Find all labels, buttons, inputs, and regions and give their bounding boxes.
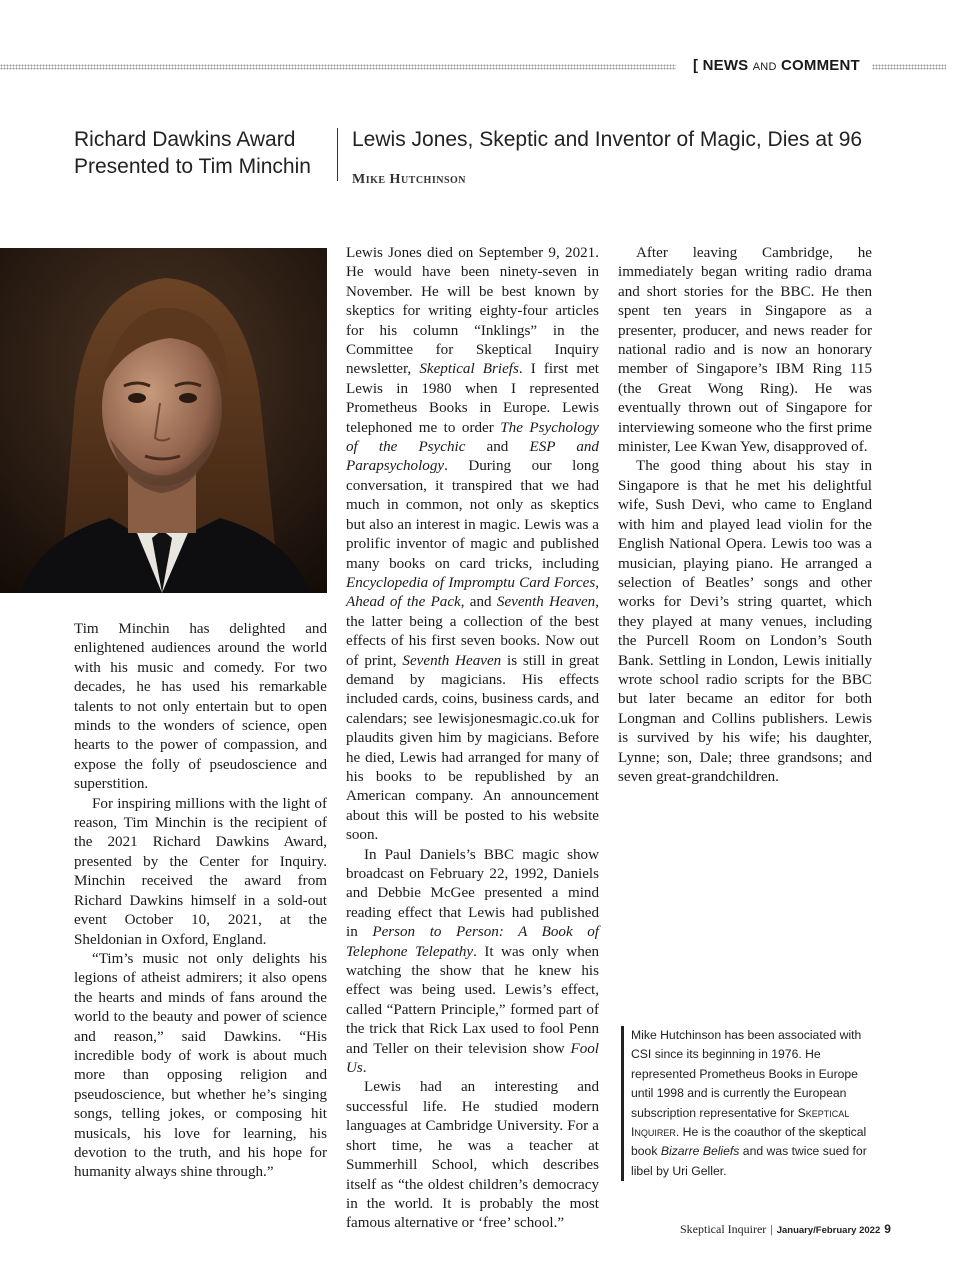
author-bio: Mike Hutchinson has been associated with CSI since its beginning in 1976. He represented Prometheus Books in Europe until 1998 and is currently the European subscription representative for Skeptical Inquirer. He is the coauthor of the skeptical book Bizarre Beliefs and was twice sued for libel by Uri Geller. (621, 1026, 881, 1181)
section-tag: [ NEWS AND COMMENT (693, 57, 860, 74)
paragraph-5: The good thing about his stay in Singapore is that he met his delightful wife, Sush Devi, who came to England with him and played lead violin for the English National Opera. Lewis too was a musician, playing piano. He arranged a selection of Beatles’ songs and other works for Devi’s string quartet, which they played at many venues, including the Purcell Room on London’s South Bank. Settling in London, Lewis initially wrote school radio scripts for the BBC but later became an editor for both Longman and Collins publishers. Lewis is survived by his wife; his daughter, Lynne; son, Dale; three grandsons; and seven great-grandchildren. (618, 458, 872, 785)
paragraph-1: Lewis Jones died on September 9, 2021. He would have been ninety-seven in November. He will be best known by skeptics for writing eighty-four articles for his column “Inklings” in the Committee for Skeptical Inquiry newsletter, Skeptical Briefs. I first met Lewis in 1980 when I represented Prometheus Books in Europe. Lewis telephoned me to order The Psychology of the Psychic and ESP and Parapsychology. During our long conversation, it transpired that we had much in common, not only as skeptics but also an interest in magic. Lewis was a prolific inventor of magic and published many books on card tricks, including Encyclopedia of Impromptu Card Forces, Ahead of the Pack, and Seventh Heaven, the latter being a collection of the best effects of his first seven books. Now out of print, Seventh Heaven is still in great demand by magicians. His effects included cards, coins, business cards, and calendars; see lewisjonesmagic.co.uk for plaudits given him by magicians. Before he died, Lewis had arranged for many of his books to be republished by an American company. An announcement about this will be posted to his website soon. (346, 245, 599, 844)
headline-divider (337, 128, 338, 181)
portrait-photo (0, 248, 327, 593)
right-article-title: Lewis Jones, Skeptic and Inventor of Magic, Dies at 96 (352, 128, 863, 151)
left-paragraph-1: Tim Minchin has delighted and enlightened audiences around the world with his music and comedy. For two decades, he has used his remarkable talents to not only entertain but to open minds to the wonders of science, open hearts to the power of compassion, and expose the folly of pseudoscience and superstition. (74, 621, 327, 793)
right-article-body-col-1 (346, 244, 599, 1234)
left-paragraph-3: “Tim’s music not only delights his legions of atheist admirers; it also opens the hearts and minds of fans around the world to the beauty and power of science and reason,” said Dawkins. “His incredible body of work is about much more than opposing religion and pseudoscience, but whether he’s singing songs, telling jokes, or composing hit musicals, his love for learning, his devotion to the truth, and his hope for humanity always shine through.” (74, 950, 327, 1181)
left-paragraph-2: For inspiring millions with the light of reason, Tim Minchin is the recipient of the 2021 Richard Dawkins Award, presented by the Center for Inquiry. Minchin received the award from Richard Dawkins himself in a sold-out event October 10, 2021, at the Sheldonian in Oxford, England. (74, 795, 327, 948)
paragraph-3: Lewis had an interesting and successful life. He studied modern languages at Cambridge University. For a short time, he was a teacher at Summerhill School, which describes itself as “the oldest children’s democracy in the world. It is probably the most famous alternative or ‘free’ school.” (346, 1079, 599, 1232)
header-dotted-rule-right (872, 64, 946, 70)
paragraph-4: After leaving Cambridge, he immediately began writing radio drama and short stories for the BBC. He then spent ten years in Singapore as a presenter, producer, and news reader for national radio and is now an honorary member of Singapore’s IBM Ring 115 (the Great Wong Ring). He was eventually thrown out of Singapore for interviewing someone who the first prime minister, Lee Kwan Yew, disapproved of. (618, 245, 872, 456)
footer-publication: Skeptical Inquirer (680, 1222, 767, 1236)
byline: Mike Hutchinson (352, 172, 467, 187)
right-article-body-col-2 (618, 244, 872, 787)
page-footer (680, 1222, 891, 1237)
footer-issue: January/February 2022 (776, 1225, 881, 1236)
header-dotted-rule-left (0, 64, 676, 70)
footer-separator: | (770, 1222, 773, 1236)
paragraph-2: In Paul Daniels’s BBC magic show broadcast on February 22, 1992, Daniels and Debbie McGee presented a mind reading effect that Lewis had published in Person to Person: A Book of Telephone Telepathy. It was only when watching the show that he knew his effect was being used. Lewis’s effect, called “Pattern Principle,” formed part of the trick that Rick Lax used to fool Penn and Teller on their television show Fool Us. (346, 846, 600, 1077)
page-number: 9 (884, 1222, 891, 1236)
left-article-title: Richard Dawkins Award Presented to Tim Minchin (74, 128, 311, 178)
left-article-body (74, 620, 327, 1183)
